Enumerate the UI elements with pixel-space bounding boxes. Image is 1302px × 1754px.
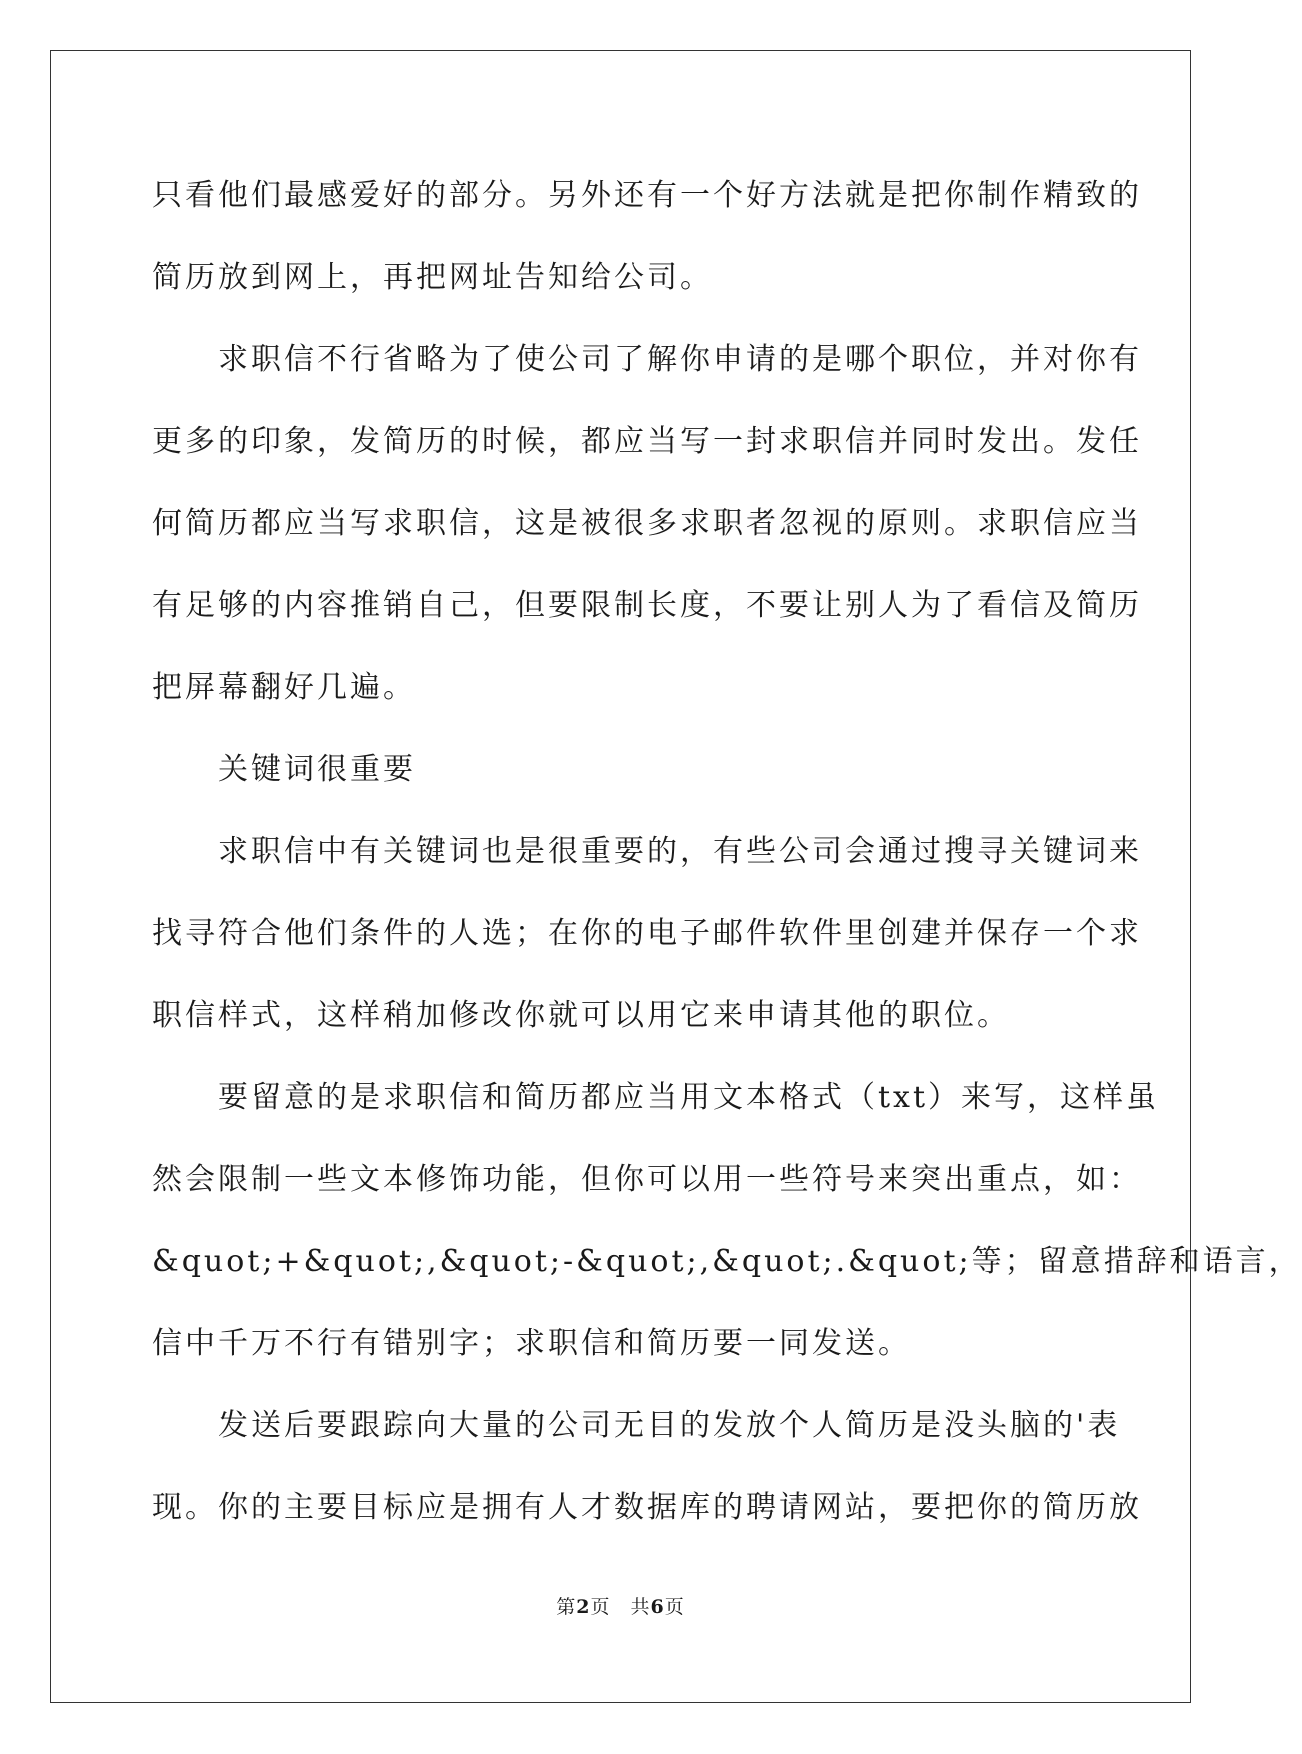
text-line: 简历放到网上，再把网址告知给公司。 bbox=[152, 260, 713, 295]
total-page-count: 6 bbox=[650, 1596, 665, 1618]
text-line: 求职信不行省略为了使公司了解你申请的是哪个职位，并对你有 bbox=[218, 342, 1142, 377]
footer-prefix: 第 bbox=[556, 1596, 577, 1618]
page-footer bbox=[0, 1592, 1241, 1619]
footer-middle: 页 共 bbox=[590, 1596, 651, 1618]
text-line: &quot;+&quot;,&quot;-&quot;,&quot;.&quot;等；留意措辞和语言， bbox=[152, 1244, 1302, 1279]
document-body bbox=[152, 155, 1302, 1549]
text-line: 发送后要跟踪向大量的公司无目的发放个人简历是没头脑的'表 bbox=[218, 1408, 1121, 1443]
text-line: 何简历都应当写求职信，这是被很多求职者忽视的原则。求职信应当 bbox=[152, 506, 1142, 541]
text-line: 要留意的是求职信和简历都应当用文本格式（txt）来写，这样虽 bbox=[218, 1080, 1160, 1115]
text-line: 把屏幕翻好几遍。 bbox=[152, 670, 416, 705]
text-line: 找寻符合他们条件的人选；在你的电子邮件软件里创建并保存一个求 bbox=[152, 916, 1142, 951]
text-line: 有足够的内容推销自己，但要限制长度，不要让别人为了看信及简历 bbox=[152, 588, 1142, 623]
text-line: 更多的印象，发简历的时候，都应当写一封求职信并同时发出。发任 bbox=[152, 424, 1142, 459]
text-line: 信中千万不行有错别字；求职信和简历要一同发送。 bbox=[152, 1326, 911, 1361]
current-page-number: 2 bbox=[576, 1596, 591, 1618]
section-heading: 关键词很重要 bbox=[218, 752, 416, 787]
footer-suffix: 页 bbox=[664, 1596, 685, 1618]
text-line: 然会限制一些文本修饰功能，但你可以用一些符号来突出重点，如： bbox=[152, 1162, 1142, 1197]
text-line: 只看他们最感爱好的部分。另外还有一个好方法就是把你制作精致的 bbox=[152, 178, 1142, 213]
text-line: 求职信中有关键词也是很重要的，有些公司会通过搜寻关键词来 bbox=[218, 834, 1142, 869]
text-line: 现。你的主要目标应是拥有人才数据库的聘请网站，要把你的简历放 bbox=[152, 1490, 1142, 1525]
text-line: 职信样式，这样稍加修改你就可以用它来申请其他的职位。 bbox=[152, 998, 1010, 1033]
